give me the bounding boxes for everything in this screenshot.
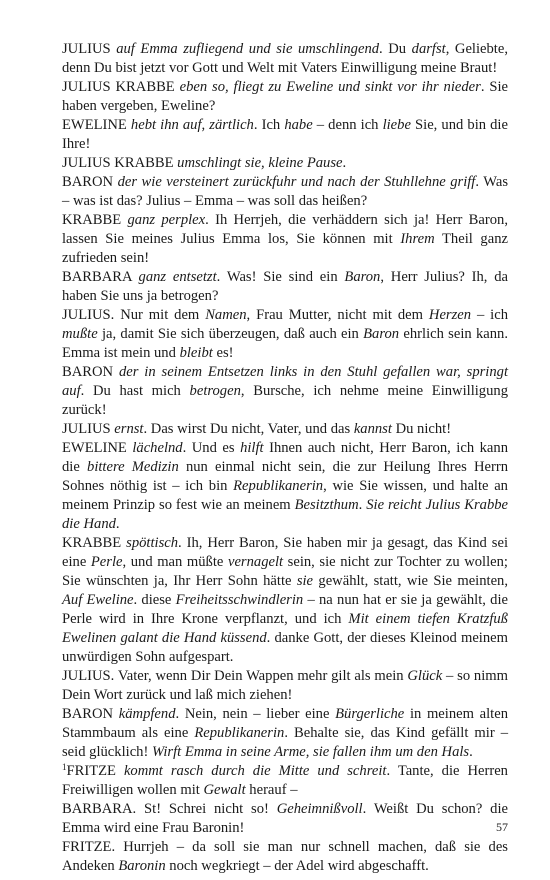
- dialogue-text: JULIUS: [62, 421, 115, 437]
- dialogue-text: . Weißt Du schon? die Emma wird eine Frau Baronin!: [62, 801, 508, 836]
- stage-direction-text: Baron: [344, 269, 381, 285]
- dialogue-text: .: [469, 744, 473, 760]
- stage-direction-text: kannst: [353, 421, 392, 437]
- dialogue-text: BARBARA: [62, 269, 139, 285]
- dialogue-text: . Ih, Herr Baron, Sie haben mir ja gesagt, das Kind sei eine: [62, 535, 508, 570]
- dialogue-text: JULIUS KRABBE: [62, 79, 180, 95]
- stage-direction-text: Geheimnißvoll: [276, 801, 363, 817]
- dialogue-text: KRABBE: [62, 535, 127, 551]
- dialogue-text: , Frau Mutter, nicht mit dem: [246, 307, 429, 323]
- dialogue-text: es!: [212, 345, 234, 361]
- stage-direction-text: der wie versteinert zurückfuhr und nach der Stuhllehne griff: [117, 174, 476, 190]
- paragraph: [62, 762, 508, 800]
- stage-direction-text: spöttisch: [126, 535, 179, 551]
- dialogue-text: . Behalte sie, das Kind gefällt mir – seid glücklich!: [62, 725, 508, 760]
- stage-direction-text: Ihrem: [400, 231, 435, 247]
- paragraph: [62, 116, 508, 154]
- stage-direction-text: eben so, fliegt zu Eweline und sinkt vor ihr nieder: [179, 79, 481, 95]
- dialogue-text: . Nein, nein – lieber eine: [175, 706, 336, 722]
- stage-direction-text: mußte: [62, 326, 98, 342]
- paragraph: [62, 534, 508, 667]
- dialogue-text: Ihnen auch nicht, Herr Baron, ich kann die: [62, 440, 508, 475]
- dialogue-text: gewählt, statt, wie Sie meinten,: [313, 573, 508, 589]
- stage-direction-text: umschlingt sie, kleine Pause: [177, 155, 343, 171]
- paragraph: [62, 154, 508, 173]
- dialogue-text: BARBARA. St! Schrei nicht so!: [62, 801, 277, 817]
- dialogue-text: KRABBE: [62, 212, 128, 228]
- stage-direction-text: Glück: [407, 668, 443, 684]
- dialogue-text: .: [115, 516, 120, 532]
- dialogue-text: ehrlich sein kann. Emma ist mein und: [62, 326, 508, 361]
- stage-direction-text: Herzen: [428, 307, 472, 323]
- stage-direction-text: hebt ihn auf, zärtlich: [130, 117, 254, 133]
- stage-direction-text: Republikanerin: [233, 478, 324, 494]
- dialogue-text: . danke Gott, der dieses Kleinod meinem unwürdigen Sohn aufgespart.: [62, 630, 508, 665]
- dialogue-text: . Ich: [253, 117, 285, 133]
- stage-direction-text: hilft: [240, 440, 264, 456]
- paragraph: [62, 838, 508, 876]
- stage-direction-text: lächelnd: [132, 440, 183, 456]
- dialogue-text: – na nun hat er sie ja gewählt, die Perle wird in Ihre Krone verpflanzt, und ich: [62, 592, 508, 627]
- dialogue-text: BARON: [62, 706, 119, 722]
- dialogue-text: .: [342, 155, 347, 171]
- dialogue-text: Sie, und bin die Ihre!: [62, 117, 508, 152]
- stage-direction-text: Baronin: [118, 858, 166, 874]
- dialogue-text: . Das wirst Du nicht, Vater, und das: [143, 421, 354, 437]
- stage-direction-text: Perle: [90, 554, 123, 570]
- dialogue-text: – denn ich: [312, 117, 383, 133]
- dialogue-text: noch wegkriegt – der Adel wird abgeschafft.: [165, 858, 429, 874]
- paragraph: [62, 705, 508, 762]
- dialogue-text: Theil ganz zufrieden sein!: [62, 231, 508, 266]
- paragraph: [62, 78, 508, 116]
- stage-direction-text: Freiheitsschwindlerin: [175, 592, 304, 608]
- paragraph: [62, 800, 508, 838]
- stage-direction-text: ganz entsetzt: [138, 269, 217, 285]
- paragraph: [62, 306, 508, 363]
- dialogue-text: . Ih Herrjeh, die verhäddern sich ja! Herr Baron, lassen Sie meines Julius Emma los, Sie können mit: [62, 212, 508, 247]
- dialogue-text: , Bursche, ich nehme meine Einwilligung zurück!: [62, 383, 508, 418]
- stage-direction-text: Mit einem tiefen Kratzfuß Ewelinen galant die Hand küssend: [62, 611, 508, 646]
- dialogue-text: . Und es: [182, 440, 241, 456]
- dialogue-text: sein, sie nicht zur Tochter zu wollen; Sie wünschten ja, Ihr Herr Sohn hätte: [62, 554, 508, 589]
- stage-direction-text: bittere Medizin: [87, 459, 179, 475]
- stage-direction-text: liebe: [382, 117, 411, 133]
- dialogue-text: JULIUS: [62, 41, 117, 57]
- stage-direction-text: kommt rasch durch die Mitte und schreit: [123, 763, 387, 779]
- stage-direction-text: habe: [284, 117, 313, 133]
- dialogue-text: BARON: [62, 364, 119, 380]
- stage-direction-text: Wirft Emma in seine Arme, sie fallen ihm um den Hals: [151, 744, 470, 760]
- dialogue-text: JULIUS. Nur mit dem: [62, 307, 206, 323]
- stage-direction-text: Baron: [363, 326, 400, 342]
- stage-direction-text: Besitzthum: [294, 497, 359, 513]
- paragraph: [62, 363, 508, 420]
- stage-direction-text: Gewalt: [203, 782, 246, 798]
- dialogue-text: . Was! Sie sind ein: [216, 269, 345, 285]
- paragraph: [62, 40, 508, 78]
- stage-direction-text: der in seinem Entsetzen links in den Stuhl gefallen war, springt auf: [62, 364, 509, 399]
- footnote-marker: 1: [62, 762, 67, 772]
- stage-direction-text: betrogen: [189, 383, 241, 399]
- dialogue-text: . Was – was ist das? Julius – Emma – was soll das heißen?: [62, 174, 509, 209]
- stage-direction-text: bleibt: [179, 345, 213, 361]
- stage-direction-text: vernagelt: [227, 554, 284, 570]
- stage-direction-text: sie: [296, 573, 314, 589]
- stage-direction-text: auf Emma zufliegend und sie umschlingend: [116, 41, 380, 57]
- dialogue-text: . diese: [133, 592, 176, 608]
- dialogue-text: , und man müßte: [122, 554, 228, 570]
- dialogue-text: in meinem alten Stammbaum als eine: [62, 706, 508, 741]
- dialogue-text: – so nimm Dein Wort zurück und laß mich ziehen!: [62, 668, 508, 703]
- stage-direction-text: Republikanerin: [194, 725, 285, 741]
- paragraph: [62, 268, 508, 306]
- stage-direction-text: kämpfend: [118, 706, 176, 722]
- dialogue-text: . Tante, die Herren Freiwilligen wollen mit: [62, 763, 508, 798]
- page-number: 57: [496, 820, 508, 834]
- dialogue-text: JULIUS. Vater, wenn Dir Dein Wappen mehr gilt als mein: [62, 668, 408, 684]
- paragraph: [62, 439, 508, 534]
- dialogue-text: , wie Sie wissen, und halte an meinem Prinzip so fest wie an meinem: [62, 478, 508, 513]
- dialogue-text: BARON: [62, 174, 118, 190]
- dialogue-text: herauf –: [245, 782, 298, 798]
- dialogue-text: ja, damit Sie sich überzeugen, daß auch ein: [97, 326, 364, 342]
- dialogue-text: Du nicht!: [391, 421, 452, 437]
- dialogue-text: EWELINE: [62, 117, 131, 133]
- paragraph: [62, 173, 508, 211]
- dialogue-text: nun einmal nicht sein, die zur Heilung Ihres Herrn Sohnes nöthig ist – ich bin: [62, 459, 508, 494]
- dialogue-text: EWELINE: [62, 440, 133, 456]
- dialogue-text: , Herr Julius? Ih, da haben Sie uns ja betrogen?: [62, 269, 508, 304]
- stage-direction-text: ernst: [114, 421, 144, 437]
- dialogue-text: FRITZE. Hurrjeh – da soll sie man nur schnell machen, daß sie des Andeken: [62, 839, 508, 874]
- dialogue-text: JULIUS KRABBE: [62, 155, 178, 171]
- dialogue-text: – ich: [471, 307, 508, 323]
- dialogue-text: FRITZE: [66, 763, 124, 779]
- stage-direction-text: Bürgerliche: [335, 706, 405, 722]
- dialogue-text: . Sie haben vergeben, Eweline?: [62, 79, 508, 114]
- stage-direction-text: darfst: [411, 41, 446, 57]
- paragraph: [62, 211, 508, 268]
- stage-direction-text: Sie reicht Julius Krabbe die Hand: [62, 497, 509, 532]
- stage-direction-text: Auf Eweline: [62, 592, 134, 608]
- paragraph: [62, 420, 508, 439]
- dialogue-text: .: [358, 497, 367, 513]
- dialogue-text: . Du hast mich: [80, 383, 190, 399]
- page-text-block: [62, 40, 508, 876]
- dialogue-text: . Du: [379, 41, 412, 57]
- stage-direction-text: ganz perplex: [127, 212, 206, 228]
- dialogue-text: , Geliebte, denn Du bist jetzt vor Gott und Welt mit Vaters Einwilligung meine Braut!: [62, 41, 508, 76]
- stage-direction-text: Namen: [205, 307, 247, 323]
- paragraph: [62, 667, 508, 705]
